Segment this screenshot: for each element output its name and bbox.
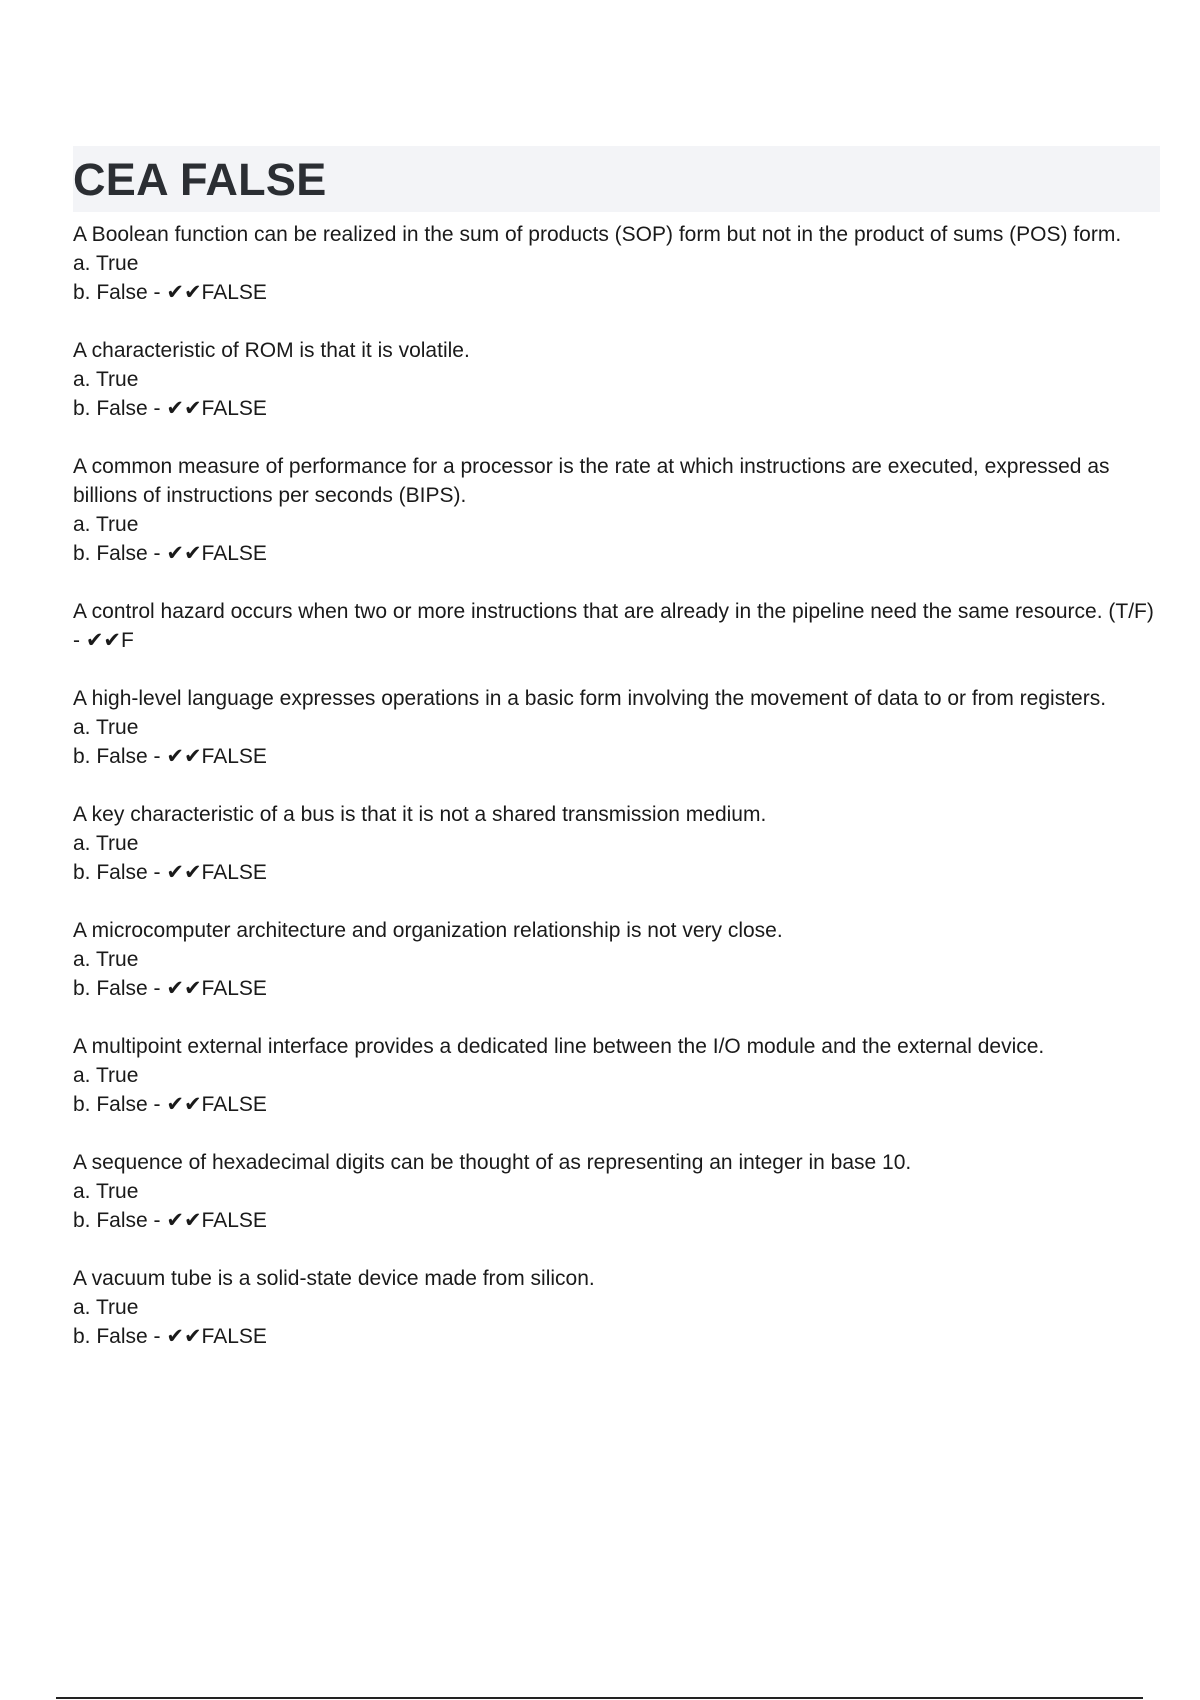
question-item: [73, 684, 1160, 771]
question-item: [73, 336, 1160, 423]
question-text: A Boolean function can be realized in the sum of products (SOP) form but not in the product of sums (POS) form.: [73, 223, 1122, 246]
option-b-answer: b. False - ✔✔FALSE: [73, 745, 267, 768]
option-a: a. True: [73, 1064, 139, 1087]
question-item: [73, 452, 1160, 568]
question-item: [73, 1032, 1160, 1119]
title-band: [73, 146, 1160, 212]
question-text: A high-level language expresses operations in a basic form involving the movement of data to or from registers.: [73, 687, 1107, 710]
footer-divider: [56, 1697, 1143, 1699]
option-b-answer: b. False - ✔✔FALSE: [73, 977, 267, 1000]
option-b-answer: b. False - ✔✔FALSE: [73, 397, 267, 420]
option-b-answer: b. False - ✔✔FALSE: [73, 861, 267, 884]
option-a: a. True: [73, 832, 139, 855]
question-item: [73, 220, 1160, 307]
option-b-answer: b. False - ✔✔FALSE: [73, 1209, 267, 1232]
option-b-answer: b. False - ✔✔FALSE: [73, 542, 267, 565]
question-item: [73, 1148, 1160, 1235]
option-a: a. True: [73, 1296, 139, 1319]
option-a: a. True: [73, 716, 139, 739]
question-item: [73, 1264, 1160, 1351]
option-a: a. True: [73, 368, 139, 391]
option-a: a. True: [73, 1180, 139, 1203]
question-text: A multipoint external interface provides a dedicated line between the I/O module and the external device.: [73, 1035, 1045, 1058]
question-text: A characteristic of ROM is that it is volatile.: [73, 339, 470, 362]
question-text: A key characteristic of a bus is that it is not a shared transmission medium.: [73, 803, 767, 826]
question-item: [73, 800, 1160, 887]
option-b-answer: b. False - ✔✔FALSE: [73, 281, 267, 304]
page-title: CEA FALSE: [73, 153, 327, 205]
option-b-answer: b. False - ✔✔FALSE: [73, 1325, 267, 1348]
option-a: a. True: [73, 252, 139, 275]
question-text: A microcomputer architecture and organization relationship is not very close.: [73, 919, 783, 942]
option-b-answer: b. False - ✔✔FALSE: [73, 1093, 267, 1116]
question-text: A common measure of performance for a processor is the rate at which instructions are executed, expressed as billions of instructions per seconds (BIPS).: [73, 455, 1110, 507]
document-page: [73, 146, 1160, 1380]
question-item: [73, 597, 1160, 655]
question-text: A vacuum tube is a solid-state device made from silicon.: [73, 1267, 595, 1290]
option-a: a. True: [73, 948, 139, 971]
question-item: [73, 916, 1160, 1003]
question-text: A sequence of hexadecimal digits can be thought of as representing an integer in base 10.: [73, 1151, 912, 1174]
question-text: A control hazard occurs when two or more instructions that are already in the pipeline need the same resource. (T/F) - ✔✔F: [73, 600, 1154, 652]
option-a: a. True: [73, 513, 139, 536]
